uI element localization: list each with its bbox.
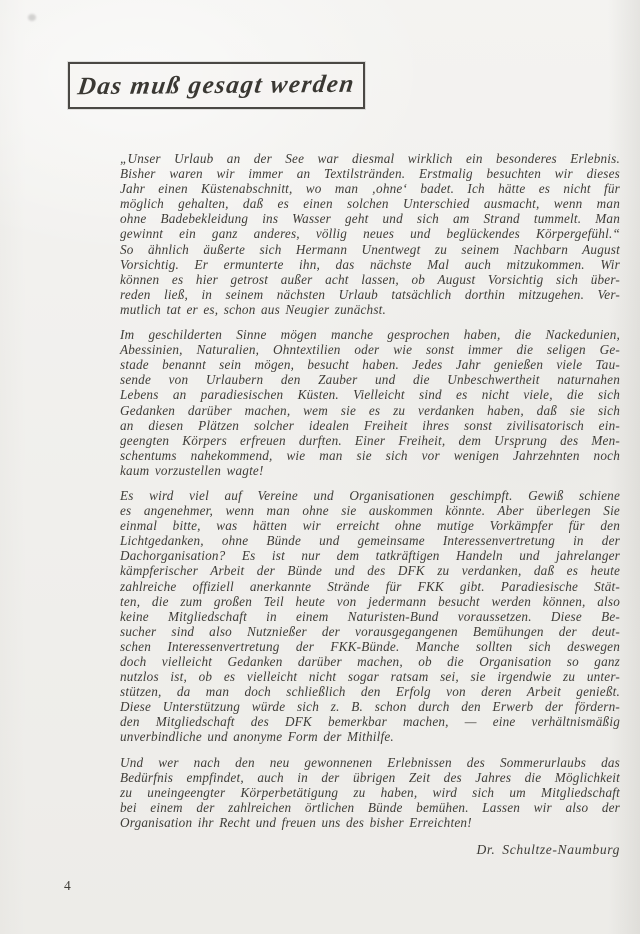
text-line: doch vielleicht Gedanken darüber machen, ob die Organisation so ganz xyxy=(120,654,620,669)
text-line: Und wer nach den neu gewonnenen Erlebnissen des Sommerurlaubs das xyxy=(120,754,620,770)
text-line: bei einem der zahlreichen örtlichen Bünde bemühen. Lassen wir also der xyxy=(120,799,620,815)
text-line: zu uneingeengter Körperbetätigung zu haben, wird sich um Mitgliedschaft xyxy=(120,784,620,800)
text-line: Lebens an paradiesischen Küsten. Vielleicht sind es nicht viele, die sich xyxy=(120,387,620,403)
paragraph xyxy=(120,488,620,745)
text-line: Lichtgedanken, ohne Bünde und gemeinsame Interessenvertretung in der xyxy=(120,533,620,549)
scan-smudge xyxy=(28,14,36,21)
page-number: 4 xyxy=(64,878,71,893)
text-line: Abessinien, Naturalien, Ohntextilien oder wie sonst immer die seligen Ge- xyxy=(120,342,620,358)
text-line: stützen, da man doch schließlich den Erfolg von deren Arbeit genießt. xyxy=(120,684,620,700)
text-line: keine Mitgliedschaft in einem Naturisten-Bund voraussetzen. Diese Be- xyxy=(120,608,620,624)
text-line: zahlreiche offiziell anerkannte Strände für FKK gibt. Paradiesische Stät- xyxy=(120,578,620,594)
text-line: schentums nahekommend, wie man sie sich vor wenigen Jahrzehnten noch xyxy=(120,447,620,463)
text-line: Bedürfnis empfindet, auch in der übrigen Zeit des Jahres die Möglichkeit xyxy=(120,769,620,785)
text-line: stade benannt sein mögen, besucht haben. Jedes Jahr genießen viele Tau- xyxy=(120,357,620,373)
text-line: Es wird viel auf Vereine und Organisationen geschimpft. Gewiß schiene xyxy=(120,487,620,503)
text-line: Organisation ihr Recht und freuen uns des bisher Erreichten! xyxy=(120,814,472,830)
signature: Dr. Schultze-Naumburg xyxy=(476,842,620,858)
text-line: Vorsichtig. Er ermunterte ihn, das nächste Mal auch mitzukommen. Wir xyxy=(120,256,620,272)
text-line: können es hier getrost außer acht lassen, ob August Vorsichtig sich über- xyxy=(120,271,620,287)
text-line: den Mitgliedschaft des DFK bemerkbar machen, — eine verhältnismäßig xyxy=(120,714,620,730)
text-line: Gedanken darüber machen, wem sie es zu verdanken haben, daß sie sich xyxy=(120,402,620,418)
text-line: möglich gehalten, daß es einen solchen Unterschied ausmacht, wenn man xyxy=(120,196,620,212)
text-line: Im geschilderten Sinne mögen manche gesprochen haben, die Nackedunien, xyxy=(120,327,620,343)
text-line: einmal bitte, was hätten wir erreicht ohne mutige Vorkämpfer für den xyxy=(120,518,620,534)
text-line: kämpferischer Arbeit der Bünde und des DFK zu verdanken, daß es heute xyxy=(120,563,620,579)
paragraph xyxy=(120,755,620,830)
text-line: schen Interessenvertretung der FKK-Bünde. Manche sollten sich deswegen xyxy=(120,638,620,654)
paragraph xyxy=(120,151,620,317)
page-heading: Das muß gesagt werden xyxy=(76,70,357,100)
text-line: reden ließ, in seinem nächsten Urlaub tatsächlich dorthin mitzugehen. Ver- xyxy=(120,286,620,302)
text-line: kaum vorzustellen wagte! xyxy=(120,462,264,478)
text-line: sende von Urlaubern den Zauber und die Unbeschwertheit naturnahen xyxy=(120,372,620,388)
text-line: mutlich tat er es, schon aus Neugier zunächst. xyxy=(120,301,387,317)
text-line: sucher sind also Nutznießer der vorausgegangenen Bemühungen der deut- xyxy=(120,623,620,639)
text-line: an diesen Plätzen solcher idealen Freiheit ihres sonst zivilisatorisch ein- xyxy=(120,417,620,433)
text-line: Dachorganisation? Es ist nur dem tatkräftigen Handeln und jahrelanger xyxy=(120,548,620,564)
text-line: ohne Badebekleidung ins Wasser geht und sich am Strand tummelt. Man xyxy=(120,211,620,227)
text-line: Bisher waren wir immer an Textilstränden. Erstmalig besuchten wir dieses xyxy=(120,166,620,182)
text-line: ten, die zum großen Teil heute von jedermann besucht werden können, also xyxy=(120,593,620,609)
text-line: unverbindliche und anonyme Form der Mithilfe. xyxy=(120,729,394,745)
title-box xyxy=(68,62,365,109)
paragraph xyxy=(120,327,620,478)
text-line: nutzlos ist, ob es vielleicht nicht sogar ratsam sei, sie irgendwie zu unter- xyxy=(120,669,620,685)
text-line: Diese Unterstützung würde sich z. B. schon durch den Erwerb der fördern- xyxy=(120,699,620,715)
text-line: gewinnt ein ganz anderes, völlig neues und beglückendes Körpergefühl.“ xyxy=(120,226,620,242)
text-line: So ähnlich äußerte sich Hermann Unentwegt zu seinem Nachbarn August xyxy=(120,241,620,257)
article-body xyxy=(120,151,620,857)
text-line: geengten Körpers erfreuen durften. Einer Freiheit, dem Ursprung des Men- xyxy=(120,432,620,448)
text-line: es angenehmer, wenn man ohne sie auskommen könnte. Aber überlegen Sie xyxy=(120,503,620,519)
text-line: „Unser Urlaub an der See war diesmal wirklich ein besonderes Erlebnis. xyxy=(120,151,620,166)
text-line: Jahr einen Küstenabschnitt, wo man ‚ohne‘ badet. Ich hätte es nicht für xyxy=(120,181,620,197)
